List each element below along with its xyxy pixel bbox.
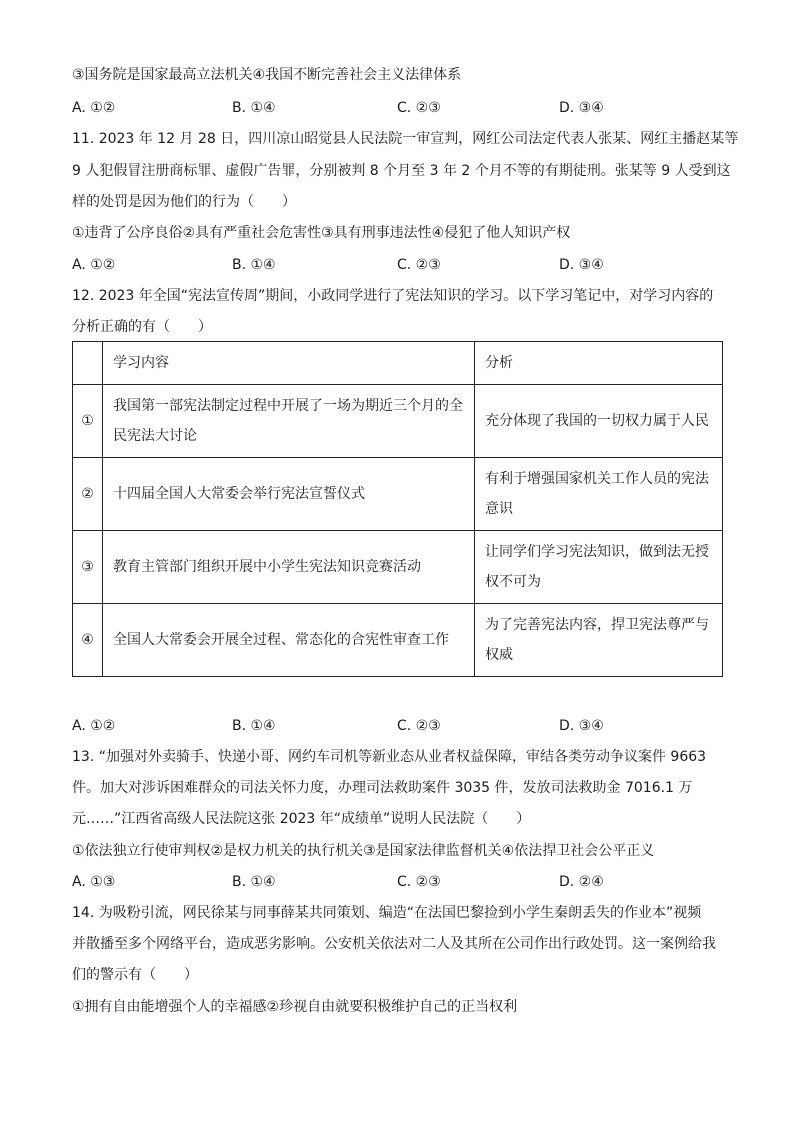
table-row <box>73 604 723 677</box>
table-row <box>73 385 723 458</box>
study-notes-table <box>72 341 723 677</box>
q11-option-d[interactable]: D. ③④ <box>559 257 604 273</box>
q13-option-c[interactable]: C. ②③ <box>397 874 441 890</box>
row-content: 教育主管部门组织开展中小学生宪法知识竞赛活动 <box>103 531 475 604</box>
table-header-row <box>73 342 723 385</box>
q10-option-a[interactable]: A. ①② <box>72 100 116 116</box>
q12-option-b[interactable]: B. ①④ <box>232 718 276 734</box>
row-analysis: 让同学们学习宪法知识，做到法无授权不可为 <box>475 531 723 604</box>
header-blank <box>73 342 103 385</box>
table-row <box>73 458 723 531</box>
q10-option-c[interactable]: C. ②③ <box>397 100 441 116</box>
row-number: ① <box>73 385 103 458</box>
q12-option-a[interactable]: A. ①② <box>72 718 116 734</box>
row-number: ④ <box>73 604 103 677</box>
row-content: 全国人大常委会开展全过程、常态化的合宪性审查工作 <box>103 604 475 677</box>
q12-stem-line-2: 分析正确的有（ ） <box>72 319 212 335</box>
q12-option-c[interactable]: C. ②③ <box>397 718 441 734</box>
q10-option-b[interactable]: B. ①④ <box>232 100 276 116</box>
row-analysis: 有利于增强国家机关工作人员的宪法意识 <box>475 458 723 531</box>
row-number: ② <box>73 458 103 531</box>
q11-stem-line-1: 11. 2023 年 12 月 28 日，四川凉山昭觉县人民法院一审宣判，网红公司法定代表人张某、网红主播赵某等 <box>72 131 739 147</box>
row-number: ③ <box>73 531 103 604</box>
q11-statements: ①违背了公序良俗②具有严重社会危害性③具有刑事违法性④侵犯了他人知识产权 <box>72 225 571 241</box>
q12-option-d[interactable]: D. ③④ <box>559 718 604 734</box>
q11-option-b[interactable]: B. ①④ <box>232 257 276 273</box>
q13-stem-line-2: 件。加大对涉诉困难群众的司法关怀力度，办理司法救助案件 3035 件，发放司法救助金 7016.1 万 <box>72 780 693 796</box>
q13-stem-line-3: 元……”江西省高级人民法院这张 2023 年“成绩单”说明人民法院（ ） <box>72 811 531 827</box>
q13-statements: ①依法独立行使审判权②是权力机关的执行机关③是国家法律监督机关④依法捍卫社会公平正义 <box>72 843 655 859</box>
q14-stem-line-3: 们的警示有（ ） <box>72 967 198 983</box>
q11-option-a[interactable]: A. ①② <box>72 257 116 273</box>
q10-option-d[interactable]: D. ③④ <box>559 100 604 116</box>
q11-stem-line-3: 样的处罚是因为他们的行为（ ） <box>72 194 296 210</box>
q11-stem-line-2: 9 人犯假冒注册商标罪、虚假广告罪，分别被判 8 个月至 3 年 2 个月不等的有期徒刑。张某等 9 人受到这 <box>72 163 731 179</box>
q13-stem-line-1: 13. “加强对外卖骑手、快递小哥、网约车司机等新业态从业者权益保障，审结各类劳动争议案件 9663 <box>72 749 707 765</box>
row-content: 十四届全国人大常委会举行宪法宣誓仪式 <box>103 458 475 531</box>
header-analysis: 分析 <box>475 342 723 385</box>
row-analysis: 为了完善宪法内容，捍卫宪法尊严与权威 <box>475 604 723 677</box>
q13-option-b[interactable]: B. ①④ <box>232 874 276 890</box>
row-content: 我国第一部宪法制定过程中开展了一场为期近三个月的全民宪法大讨论 <box>103 385 475 458</box>
q13-option-d[interactable]: D. ②④ <box>559 874 604 890</box>
header-content: 学习内容 <box>103 342 475 385</box>
q14-statements: ①拥有自由能增强个人的幸福感②珍视自由就要积极维护自己的正当权利 <box>72 999 518 1015</box>
row-analysis: 充分体现了我国的一切权力属于人民 <box>475 385 723 458</box>
q11-option-c[interactable]: C. ②③ <box>397 257 441 273</box>
q14-stem-line-2: 并散播至多个网络平台，造成恶劣影响。公安机关依法对二人及其所在公司作出行政处罚。这一案例给我 <box>72 936 716 952</box>
q12-stem-line-1: 12. 2023 年全国“宪法宣传周”期间，小政同学进行了宪法知识的学习。以下学习笔记中，对学习内容的 <box>72 288 714 304</box>
q13-option-a[interactable]: A. ①③ <box>72 874 116 890</box>
q14-stem-line-1: 14. 为吸粉引流，网民徐某与同事薛某共同策划、编造“在法国巴黎捡到小学生秦朗丢失的作业本”视频 <box>72 905 702 921</box>
q10-statement-line: ③国务院是国家最高立法机关④我国不断完善社会主义法律体系 <box>72 67 462 83</box>
table-row <box>73 531 723 604</box>
